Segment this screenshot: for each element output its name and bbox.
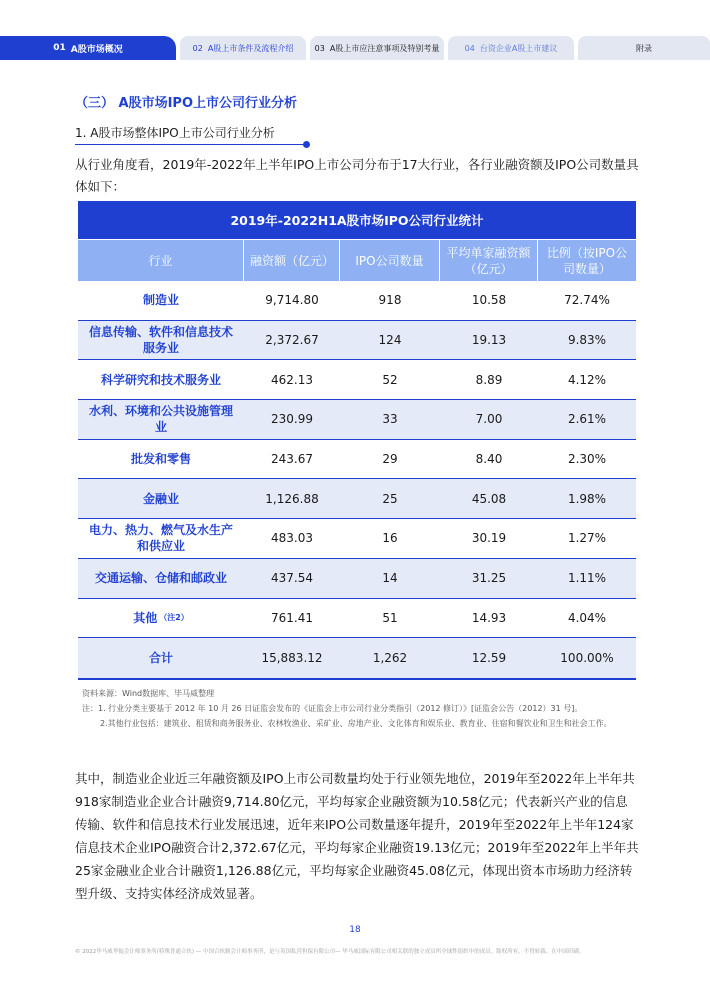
- cell-count: 1,262: [372, 651, 408, 666]
- cell-ratio: 4.04%: [567, 610, 607, 625]
- cell-average: 7.00: [475, 412, 503, 427]
- table-row: [78, 360, 636, 400]
- header-amount: 融资额（亿元）: [244, 240, 340, 281]
- cell-industry: 批发和零售: [130, 452, 191, 467]
- cell-ratio: 2.61%: [567, 412, 607, 427]
- section-title: （三） A股市场IPO上市公司行业分析: [75, 96, 298, 111]
- cell-average: 14.93: [471, 610, 507, 625]
- header-industry: 行业: [78, 240, 244, 281]
- cell-ratio: 1.27%: [567, 531, 607, 546]
- table-row: [78, 599, 636, 639]
- cell-amount: 230.99: [271, 412, 313, 427]
- cell-amount: 1,126.88: [265, 491, 319, 506]
- cell-industry: 金融业: [142, 491, 179, 506]
- table-row: [78, 440, 636, 480]
- table-header-row: [78, 239, 636, 281]
- cell-industry: 制造业: [142, 293, 179, 308]
- footnote-2: 2.其他行业包括：建筑业、租赁和商务服务业、农林牧渔业、采矿业、房地产业、文化体育和娱乐业、教育业、住宿和餐饮业和卫生和社会工作。: [100, 719, 612, 728]
- page-number: 18: [349, 925, 361, 935]
- cell-amount: 2,372.67: [265, 333, 319, 348]
- table-bottom-rule: [78, 678, 636, 680]
- table-row: [78, 281, 636, 321]
- cell-average: 30.19: [471, 531, 507, 546]
- tab-listing-considerations[interactable]: 03 A股上市应注意事项及特别考量: [310, 36, 444, 60]
- table-row: [78, 638, 636, 678]
- tab-taiwan-suggestions[interactable]: 04 台资企业A股上市建议: [448, 36, 574, 60]
- cell-industry: 科学研究和技术服务业: [100, 372, 221, 387]
- cell-count: 14: [382, 571, 398, 586]
- cell-ratio: 100.00%: [560, 651, 614, 666]
- cell-industry: 其他 （注2）: [133, 610, 189, 625]
- cell-average: 19.13: [471, 333, 507, 348]
- cell-industry: 合计: [148, 651, 173, 666]
- cell-ratio: 72.74%: [564, 293, 610, 308]
- table-notes: [82, 686, 642, 731]
- sub-title: 1. A股市场整体IPO上市公司行业分析: [75, 126, 275, 140]
- cell-count: 33: [382, 412, 398, 427]
- cell-ratio: 4.12%: [567, 372, 607, 387]
- intro-paragraph: 从行业角度看，2019年-2022年上半年IPO上市公司分布于17大行业，各行业融资额及IPO公司数量具体如下：: [75, 157, 639, 194]
- tab-market-overview[interactable]: 01 A股市场概况: [0, 36, 176, 60]
- cell-count: 25: [382, 491, 398, 506]
- cell-amount: 9,714.80: [265, 293, 319, 308]
- cell-count: 29: [382, 452, 398, 467]
- cell-amount: 761.41: [271, 610, 313, 625]
- table-row: [78, 321, 636, 361]
- cell-ratio: 2.30%: [567, 452, 607, 467]
- tab-listing-conditions[interactable]: 02 A股上市条件及流程介绍: [180, 36, 306, 60]
- header-average: 平均单家融资额（亿元）: [440, 240, 538, 281]
- cell-amount: 437.54: [271, 571, 313, 586]
- cell-count: 918: [378, 293, 402, 308]
- chapter-tab-bar: [0, 36, 710, 60]
- table-row: [78, 519, 636, 559]
- sub-title-dot-icon: [303, 141, 310, 148]
- tab-appendix[interactable]: 附录: [578, 36, 710, 60]
- analysis-paragraph: 其中，制造业企业近三年融资额及IPO上市公司数量均处于行业领先地位，2019年至2022年上半年共918家制造业企业合计融资9,714.80亿元，平均每家企业融资额为10.58亿元；代表新兴产业的信息传输、软件和信息技术行业发展迅速，近年来IPO公司数量逐年提升，2019年至2022年上半年124家信息技术企业IPO融资合计2,372.67亿元，平均每家企业融资19.13亿元；2019年至2022年上半年共25家金融业企业合计融资1,126.88亿元，平均每家企业融资45.08亿元，体现出资本市场助力经济转型升级、支持实体经济成效显著。: [75, 771, 639, 901]
- copyright-footer: © 2022毕马威华振会计师事务所(特殊普通合伙) — 中国合伙制会计师事务所，是与英国私营担保有限公司— 毕马威国际有限公司相关联的独立成员所全球性组织中的成员。版权所有，不得转载。在中国印刷。: [75, 949, 585, 955]
- cell-count: 51: [382, 610, 398, 625]
- cell-ratio: 1.11%: [567, 571, 607, 586]
- cell-average: 8.40: [475, 452, 503, 467]
- cell-industry: 交通运输、仓储和邮政业: [94, 571, 227, 586]
- cell-amount: 243.67: [271, 452, 313, 467]
- cell-ratio: 1.98%: [567, 491, 607, 506]
- footnote-1: 注：1. 行业分类主要基于 2012 年 10 月 26 日证监会发布的《证监会上市公司行业分类指引（2012 修订）》[证监会公告（2012）31 号]。: [82, 704, 583, 713]
- table-row: [78, 400, 636, 440]
- cell-ratio: 9.83%: [567, 333, 607, 348]
- cell-count: 16: [382, 531, 398, 546]
- cell-count: 124: [378, 333, 402, 348]
- source-note: 资料来源：Wind数据库、毕马威整理: [82, 689, 215, 698]
- sub-title-underline: [75, 144, 307, 145]
- table-row: [78, 479, 636, 519]
- cell-average: 31.25: [471, 571, 507, 586]
- cell-average: 12.59: [471, 651, 507, 666]
- note-marker: （注2）: [159, 612, 189, 622]
- cell-count: 52: [382, 372, 398, 387]
- table-title: 2019年-2022H1A股市场IPO公司行业统计: [78, 201, 636, 239]
- header-count: IPO公司数量: [340, 240, 440, 281]
- cell-amount: 15,883.12: [261, 651, 323, 666]
- table-row: [78, 559, 636, 599]
- header-ratio: 比例（按IPO公司数量）: [546, 245, 628, 276]
- industry-stats-table: [78, 201, 636, 680]
- cell-industry: 水利、环境和公共设施管理业: [88, 404, 233, 435]
- cell-amount: 483.03: [271, 531, 313, 546]
- cell-average: 8.89: [475, 372, 503, 387]
- cell-average: 45.08: [471, 491, 507, 506]
- cell-average: 10.58: [471, 293, 507, 308]
- cell-industry: 电力、热力、燃气及水生产和供应业: [88, 523, 233, 554]
- cell-industry: 信息传输、软件和信息技术服务业: [88, 325, 233, 356]
- cell-amount: 462.13: [271, 372, 313, 387]
